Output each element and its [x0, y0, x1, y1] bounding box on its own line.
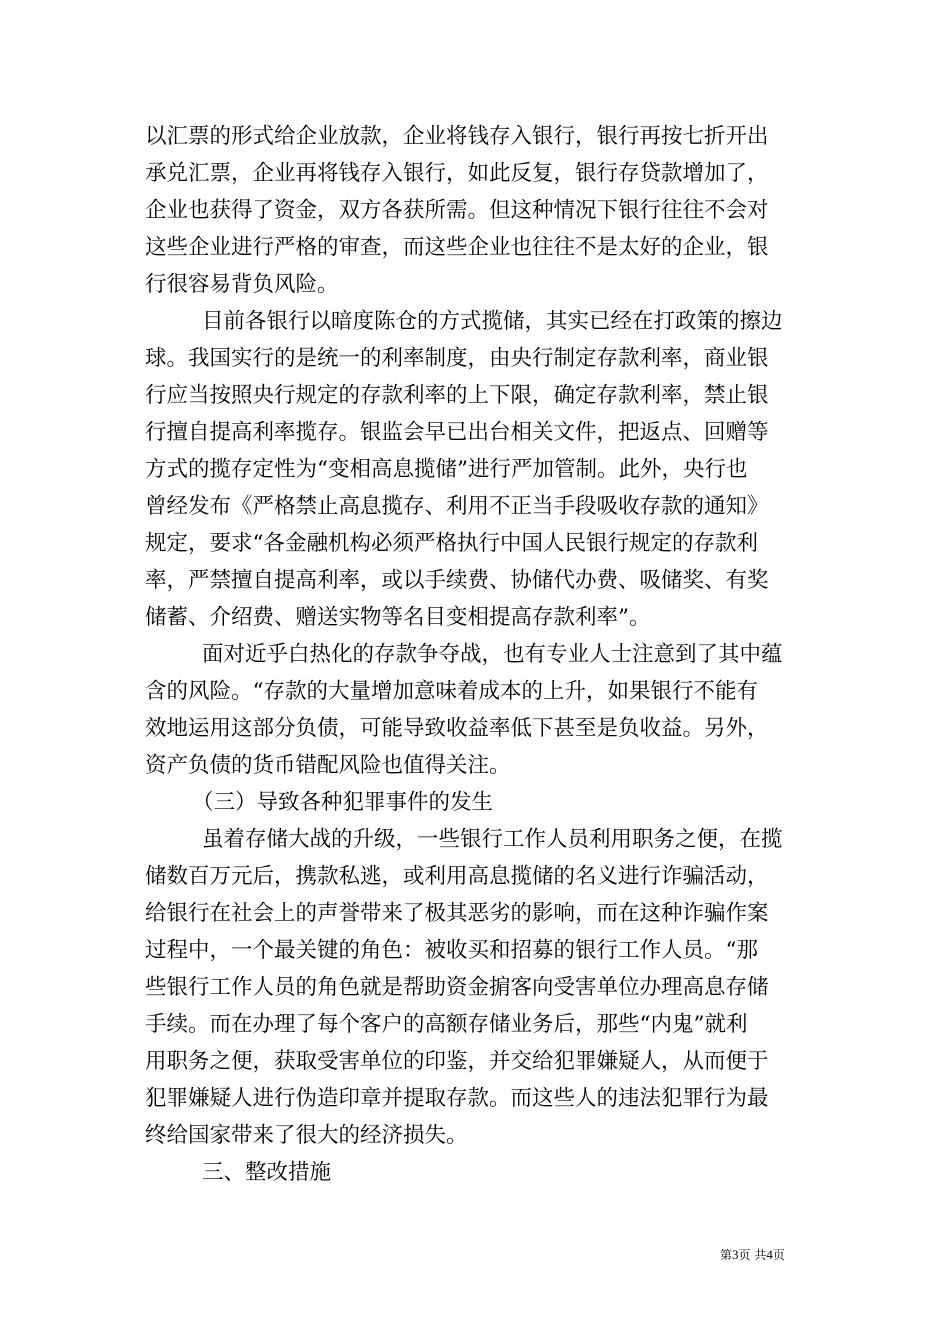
text-line: 含的风险。“存款的大量增加意味着成本的上升，如果银行不能有	[145, 679, 758, 704]
text-line: 承兑汇票，企业再将钱存入银行，如此反复，银行存贷款增加了，	[145, 161, 769, 186]
text-line: 手续。而在办理了每个客户的高额存储业务后，那些“内鬼”就利	[145, 1012, 748, 1037]
text-line: 方式的揽存定性为“变相高息揽储”进行严加管制。此外，央行也	[145, 457, 748, 482]
text-line: 行很容易背负风险。	[145, 272, 339, 297]
chapter-heading: 三、整改措施	[202, 1160, 332, 1185]
text-line: 效地运用这部分负债，可能导致收益率低下甚至是负收益。另外，	[145, 716, 769, 741]
text-line: 用职务之便，获取受害单位的印鉴，并交给犯罪嫌疑人，从而便于	[145, 1049, 769, 1074]
text-line: 给银行在社会上的声誉带来了极其恶劣的影响，而在这种诈骗作案	[145, 901, 769, 926]
page-number-footer	[720, 1248, 785, 1262]
text-line: 球。我国实行的是统一的利率制度，由央行制定存款利率，商业银	[145, 346, 769, 371]
text-line: 行擅自提高利率揽存。银监会早已出台相关文件，把返点、回赠等	[145, 420, 769, 445]
text-line: 规定，要求“各金融机构必须严格执行中国人民银行规定的存款利	[145, 531, 758, 556]
text-line: 犯罪嫌疑人进行伪造印章并提取存款。而这些人的违法犯罪行为最	[145, 1086, 769, 1111]
footer-suffix: 页	[772, 1248, 785, 1262]
text-line: 企业也获得了资金，双方各获所需。但这种情况下银行往往不会对	[145, 198, 769, 223]
text-line: 储蓄、介绍费、赠送实物等名目变相提高存款利率”。	[145, 605, 651, 630]
text-line: 行应当按照央行规定的存款利率的上下限，确定存款利率，禁止银	[145, 383, 769, 408]
text-line: 曾经发布《严格禁止高息揽存、利用不正当手段吸收存款的通知》	[145, 494, 769, 519]
text-line: 些银行工作人员的角色就是帮助资金掮客向受害单位办理高息存储	[145, 975, 769, 1000]
current-page-number: 3	[732, 1247, 739, 1262]
text-line: 储数百万元后，携款私逃，或利用高息揽储的名义进行诈骗活动，	[145, 864, 769, 889]
paragraph-first-line: 面对近乎白热化的存款争夺战，也有专业人士注意到了其中蕴	[202, 642, 783, 667]
footer-prefix: 第	[720, 1248, 733, 1262]
text-line: 以汇票的形式给企业放款，企业将钱存入银行，银行再按七折开出	[145, 124, 769, 149]
footer-middle: 页 共	[738, 1248, 767, 1262]
text-line: 资产负债的货币错配风险也值得关注。	[145, 753, 511, 778]
total-pages-number: 4	[766, 1247, 773, 1262]
text-line: 过程中，一个最关键的角色：被收买和招募的银行工作人员。“那	[145, 938, 758, 963]
section-heading: （三）导致各种犯罪事件的发生	[192, 790, 494, 815]
paragraph-first-line: 虽着存储大战的升级，一些银行工作人员利用职务之便，在揽	[202, 827, 783, 852]
text-line: 终给国家带来了很大的经济损失。	[145, 1123, 468, 1148]
paragraph-first-line: 目前各银行以暗度陈仓的方式揽储，其实已经在打政策的擦边	[202, 309, 783, 334]
text-line: 率，严禁擅自提高利率，或以手续费、协储代办费、吸储奖、有奖	[145, 568, 769, 593]
text-line: 这些企业进行严格的审查，而这些企业也往往不是太好的企业，银	[145, 235, 769, 260]
